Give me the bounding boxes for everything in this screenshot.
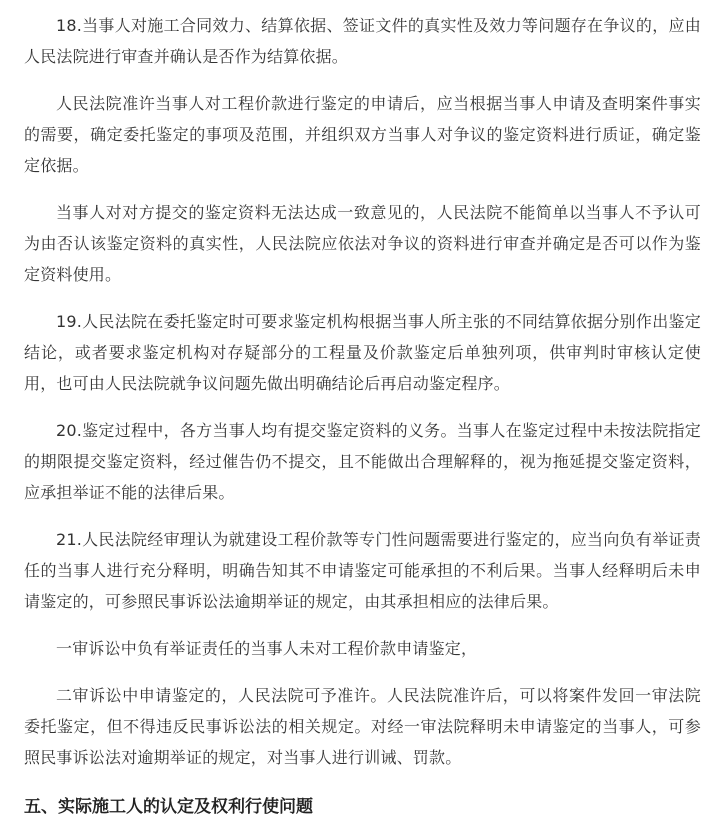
paragraph-19: 19.人民法院在委托鉴定时可要求鉴定机构根据当事人所主张的不同结算依据分别作出鉴定结论，或者要求鉴定机构对存疑部分的工程量及价款鉴定后单独列项，供审判时审核认定使用，也可由人民法院就争议问题先做出明确结论后再启动鉴定程序。 [24,312,701,393]
paragraph-appraisal-materials: 当事人对对方提交的鉴定资料无法达成一致意见的，人民法院不能简单以当事人不予认可为由否认该鉴定资料的真实性，人民法院应依法对争议的资料进行审查并确定是否可以作为鉴定资料使用。 [24,203,701,284]
paragraph-20: 20.鉴定过程中，各方当事人均有提交鉴定资料的义务。当事人在鉴定过程中未按法院指定的期限提交鉴定资料，经过催告仍不提交，且不能做出合理解释的，视为拖延提交鉴定资料，应承担举证不能的法律后果。 [24,421,701,502]
paragraph-21: 21.人民法院经审理认为就建设工程价款等专门性问题需要进行鉴定的，应当向负有举证责任的当事人进行充分释明，明确告知其不申请鉴定可能承担的不利后果。当事人经释明后未申请鉴定的，可参照民事诉讼法逾期举证的规定，由其承担相应的法律后果。 [24,530,701,611]
section-heading: 五、实际施工人的认定及权利行使问题 [24,797,313,817]
paragraph-appraisal-application: 人民法院准许当事人对工程价款进行鉴定的申请后，应当根据当事人申请及查明案件事实的需要，确定委托鉴定的事项及范围，并组织双方当事人对争议的鉴定资料进行质证，确定鉴定依据。 [24,94,701,175]
paragraph-18: 18.当事人对施工合同效力、结算依据、签证文件的真实性及效力等问题存在争议的，应由人民法院进行审查并确认是否作为结算依据。 [24,16,701,66]
paragraph-second-instance: 二审诉讼中申请鉴定的，人民法院可予准许。人民法院准许后，可以将案件发回一审法院委托鉴定，但不得违反民事诉讼法的相关规定。对经一审法院释明未申请鉴定的当事人，可参照民事诉讼法对逾期举证的规定，对当事人进行训诫、罚款。 [24,686,701,767]
paragraph-first-instance: 一审诉讼中负有举证责任的当事人未对工程价款申请鉴定， [56,639,478,658]
